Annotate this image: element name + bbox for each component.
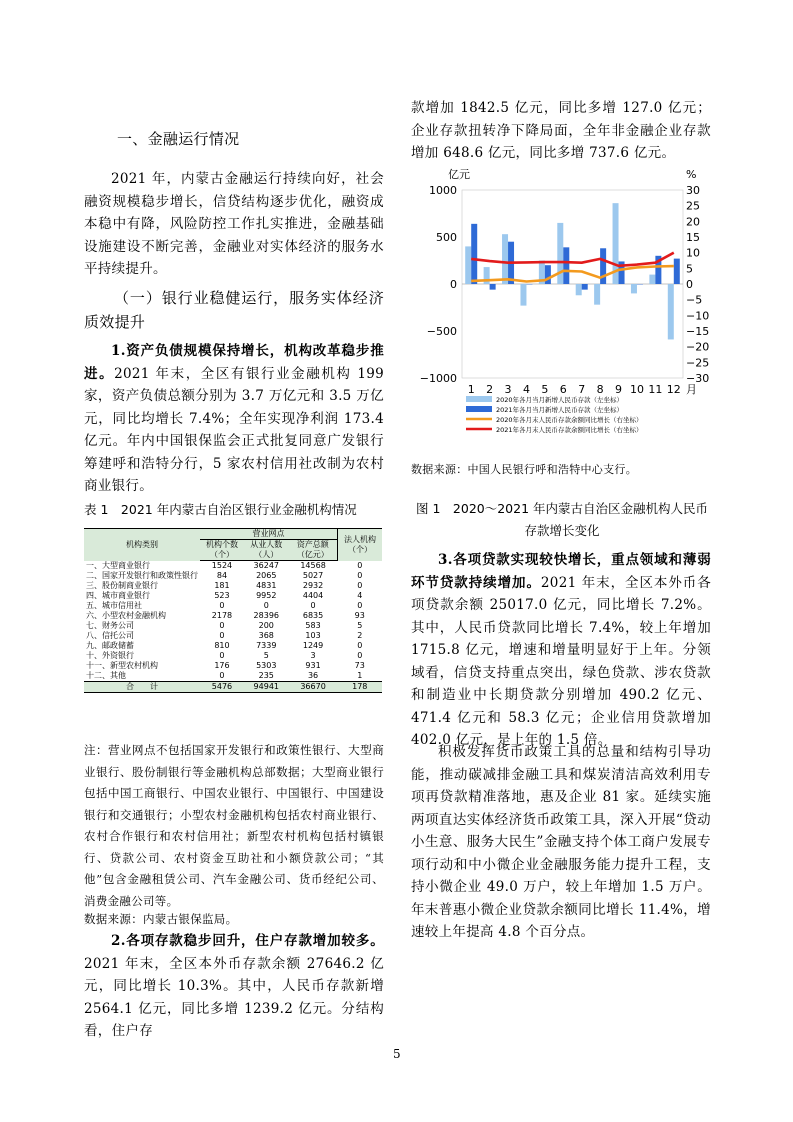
table-cell: 十一、新型农村机构: [86, 661, 158, 670]
right-tick-label: 5: [686, 262, 693, 276]
paragraph-2: [84, 930, 384, 1043]
table-row: [84, 631, 382, 641]
right-axis-unit: %: [686, 168, 697, 181]
table-row: [84, 571, 382, 581]
table-cell: 十、外资银行: [86, 651, 134, 660]
deposit-chart: [412, 165, 712, 455]
table-cell: 九、邮政储蓄: [86, 641, 134, 650]
table-row: [84, 611, 382, 621]
x-axis-label: 月: [686, 383, 697, 396]
table-cell: 二、国家开发银行和政策性银行: [86, 571, 198, 580]
table-cell: 0: [357, 571, 363, 580]
paragraph-2-body: 2021 年末，全区本外币存款余额 27646.2 亿元，同比增长 10.3%。其中，人民币存款新增 2564.1 亿元，同比多增 1239.2 亿元。分结构看，住户存: [84, 955, 384, 1039]
paragraph-3-heading: 3.各项贷款实现较快增长，重点领域和薄弱环节贷款持续增加。: [411, 552, 711, 591]
left-tick-label: 1000: [429, 184, 457, 197]
paragraph-1-heading: 1.资产负债规模保持增长，机构改革稳步推进。: [84, 343, 384, 382]
left-tick-label: −500: [426, 325, 457, 338]
x-tick-label: 6: [559, 383, 567, 396]
table-caption: 表 1 2021 年内蒙古自治区银行业金融机构情况: [84, 502, 357, 517]
paragraph-2-heading: 2.各项存款稳步回升，住户存款增加较多。: [111, 933, 384, 949]
table-cell: 0: [219, 671, 225, 680]
subsection-title: （一）银行业稳健运行，服务实体经济质效提升: [84, 289, 384, 331]
right-tick-label: −10: [686, 309, 710, 323]
x-tick-label: 2: [486, 383, 494, 396]
table-cell: 73: [354, 661, 365, 670]
table-cell: 0: [357, 651, 363, 660]
table-head-legal: 法人机构（个）: [338, 529, 382, 561]
figure-source: 数据来源：中国人民银行呼和浩特中心支行。: [411, 463, 637, 476]
table-cell: 103: [305, 631, 321, 640]
table-cell: 9952: [256, 591, 277, 600]
bar: [649, 275, 655, 284]
x-tick-label: 1: [467, 383, 475, 396]
bar: [631, 284, 637, 293]
table-head-col: 机构个数（个）: [200, 540, 244, 561]
table-cell: 931: [305, 661, 321, 670]
intro-paragraph: 2021 年，内蒙古金融运行持续向好，社会融资规模稳步增长，信贷结构逐步优化，融资成本稳中有降，风险防控工作扎实推进，金融基础设施建设不断完善，金融业对实体经济的服务水平持续提升。: [84, 171, 384, 277]
left-tick-label: 500: [436, 231, 457, 244]
table-cell: 一、大型商业银行: [86, 560, 150, 570]
table-cell: 2178: [211, 611, 233, 620]
bar: [674, 259, 680, 284]
table-cell: 1524: [211, 561, 233, 570]
right-tick-label: 25: [686, 199, 700, 213]
right-top-paragraph: 款增加 1842.5 亿元，同比多增 127.0 亿元；企业存款扭转净下降局面，全年非金融企业存款增加 648.6 亿元，同比多增 737.6 亿元。: [411, 100, 711, 161]
table-cell: 200: [258, 621, 274, 630]
table-cell: 六、小型农村金融机构: [86, 611, 166, 620]
table-cell: 4404: [302, 591, 324, 600]
section-title: 一、金融运行情况: [117, 130, 240, 148]
table-cell: 93: [354, 611, 365, 620]
bar: [576, 284, 582, 295]
table-row: [84, 561, 382, 572]
table-cell: 2065: [256, 571, 277, 580]
bar: [594, 284, 600, 305]
table-source: 数据来源：内蒙古银保监局。: [84, 912, 238, 926]
x-tick-label: 4: [522, 383, 530, 396]
table-note: 注：营业网点不包括国家开发银行和政策性银行、大型商业银行、股份制银行等金融机构总部数据；大型商业银行包括中国工商银行、中国农业银行、中国银行、中国建设银行和交通银行；小型农村金融机构包括农村商业银行、农村合作银行和农村信用社；新型农村机构包括村镇银行、贷款公司、农村资金互助社和小额贷款公司；“其他”包含金融租赁公司、汽车金融公司、货币经纪公司、消费金融公司等。: [84, 743, 384, 908]
table-cell: 368: [258, 631, 274, 640]
table-cell: 0: [219, 601, 225, 610]
left-tick-label: −1000: [419, 372, 457, 385]
table-cell: 2932: [302, 581, 324, 590]
table-cell: 36670: [289, 682, 338, 693]
x-tick-label: 5: [541, 383, 549, 396]
table-row: [84, 671, 382, 682]
table-head-group: 营业网点: [200, 529, 338, 540]
table-cell: 0: [219, 631, 225, 640]
table-cell: 0: [357, 601, 363, 610]
table-cell: 7339: [256, 641, 277, 650]
right-tick-label: −30: [686, 372, 710, 385]
table-row: [84, 661, 382, 671]
bar: [502, 234, 508, 284]
right-tick-label: −5: [686, 293, 703, 307]
table-cell: 5: [357, 621, 363, 630]
paragraph-1-body: 2021 年末，全区有银行业金融机构 199 家，资产负债总额分别为 3.7 万亿元和 3.5 万亿元，同比均增长 7.4%；全年实现净利润 173.4 亿元。年内中国银保监会正式批复同意广发银行筹建呼和浩特分行，5 家农村信用社改制为农村商业银行。: [84, 365, 384, 494]
left-axis-unit: 亿元: [448, 168, 470, 181]
x-tick-label: 11: [648, 383, 663, 396]
paragraph-3-body: 2021 年末，全区本外币各项贷款余额 25017.0 亿元，同比增长 7.2%。其中，人民币贷款同比增长 7.4%，较上年增加 1715.8 亿元，增速和增量明显好于上年。分领域看，信贷支持重点突出，绿色贷款、涉农贷款和制造业中长期贷款分别增加 490.2 亿元、471.4 亿元和 58.3 亿元；企业信用贷款增加 402.0 亿元，是上年的 1.5 倍。: [411, 574, 711, 748]
table-cell: 810: [214, 641, 230, 650]
right-tick-label: 10: [686, 246, 700, 260]
table-cell: 五、城市信用社: [86, 601, 142, 610]
x-tick-label: 7: [578, 383, 586, 396]
table-cell: 4: [357, 591, 363, 600]
table-row: [84, 651, 382, 661]
paragraph-3: [411, 549, 711, 752]
x-tick-label: 10: [629, 383, 644, 396]
table-head-col: 从业人数（人）: [244, 540, 289, 561]
x-tick-label: 9: [615, 383, 623, 396]
legend-label: 2021年各月末人民币存款余额同比增长（右坐标）: [496, 426, 643, 434]
table-cell: 523: [214, 591, 230, 600]
table-row: [84, 581, 382, 591]
paragraph-1: [84, 340, 384, 498]
table-cell: 5: [263, 651, 269, 660]
bar: [582, 284, 588, 290]
right-tick-label: −25: [686, 356, 710, 370]
table-cell: 36247: [253, 561, 279, 570]
right-tick-label: 20: [686, 215, 700, 229]
page-number: 5: [393, 1047, 401, 1061]
table-cell: 0: [219, 621, 225, 630]
x-tick-label: 8: [596, 383, 604, 396]
bar: [520, 284, 526, 306]
bar: [563, 247, 569, 284]
table-cell: 176: [214, 661, 230, 670]
table-cell: 14568: [300, 561, 326, 570]
table-cell: 178: [338, 682, 382, 693]
bar: [465, 246, 471, 284]
table-cell: 合 计: [84, 682, 200, 693]
table-cell: 十二、其他: [86, 671, 126, 680]
left-tick-label: 0: [450, 278, 457, 291]
table-cell: 94941: [244, 682, 289, 693]
table-cell: 七、财务公司: [86, 621, 134, 630]
table-cell: 0: [219, 651, 225, 660]
legend-label: 2020年各月末人民币存款余额同比增长（右坐标）: [496, 416, 643, 424]
table-row: [84, 641, 382, 651]
right-tick-label: 15: [686, 231, 700, 244]
table-head-col: 资产总额（亿元）: [289, 540, 338, 561]
legend-swatch: [466, 396, 492, 402]
legend-label: 2021年各月当月新增人民币存款（左坐标）: [496, 406, 624, 414]
table-cell: 八、信托公司: [86, 631, 134, 640]
table-cell: 5303: [256, 661, 277, 670]
table-cell: 5476: [200, 682, 244, 693]
bar: [668, 284, 674, 339]
table-cell: 6835: [302, 611, 324, 620]
table-cell: 181: [214, 581, 230, 590]
legend-label: 2020年各月当月新增人民币存款（左坐标）: [496, 396, 624, 404]
x-tick-label: 12: [666, 383, 681, 396]
x-tick-label: 3: [504, 383, 512, 396]
table-cell: 0: [310, 601, 316, 610]
table-head-category: 机构类别: [84, 529, 200, 561]
table-cell: 三、股份制商业银行: [86, 581, 158, 590]
table-cell: 0: [357, 581, 363, 590]
table-cell: 1249: [302, 641, 324, 650]
table-cell: 5027: [302, 571, 324, 580]
paragraph-4: 积极发挥货币政策工具的总量和结构引导功能，推动碳减排金融工具和煤炭清洁高效利用专项再贷款精准落地，惠及企业 81 家。延续实施两项直达实体经济货币政策工具，深入开展“贷动小生意、服务大民生”金融支持个体工商户发展专项行动和中小微企业金融服务能力提升工程，支持小微企业 49.0 万户，较上年增加 1.5 万户。年末普惠小微企业贷款余额同比增长 11.4%，增速较上年提高 4.8 个百分点。: [411, 744, 711, 940]
right-tick-label: 30: [686, 184, 700, 197]
table-cell: 84: [216, 571, 228, 580]
table-cell: 2: [357, 631, 363, 640]
table-cell: 4831: [256, 581, 277, 590]
table-row: [84, 601, 382, 611]
table-cell: 1: [357, 671, 363, 680]
table-row: [84, 591, 382, 601]
table-cell: 28396: [253, 611, 279, 620]
right-tick-label: 0: [686, 278, 693, 291]
bar: [471, 224, 477, 284]
table-cell: 235: [258, 671, 274, 680]
table-cell: 3: [310, 651, 316, 660]
right-tick-label: −15: [686, 325, 710, 338]
table-cell: 583: [305, 621, 321, 630]
table-cell: 四、城市商业银行: [86, 591, 150, 600]
table-cell: 36: [307, 671, 319, 680]
institutions-table: [84, 528, 382, 693]
table-cell: 0: [263, 601, 269, 610]
table-row: [84, 621, 382, 631]
table-total-row: [84, 682, 382, 693]
bar: [490, 284, 496, 290]
right-tick-label: −20: [686, 340, 710, 354]
table-cell: 0: [357, 560, 363, 570]
legend-swatch: [466, 406, 492, 412]
table-cell: 0: [357, 641, 363, 650]
figure-caption: 图 1 2020～2021 年内蒙古自治区金融机构人民币存款增长变化: [415, 501, 709, 538]
